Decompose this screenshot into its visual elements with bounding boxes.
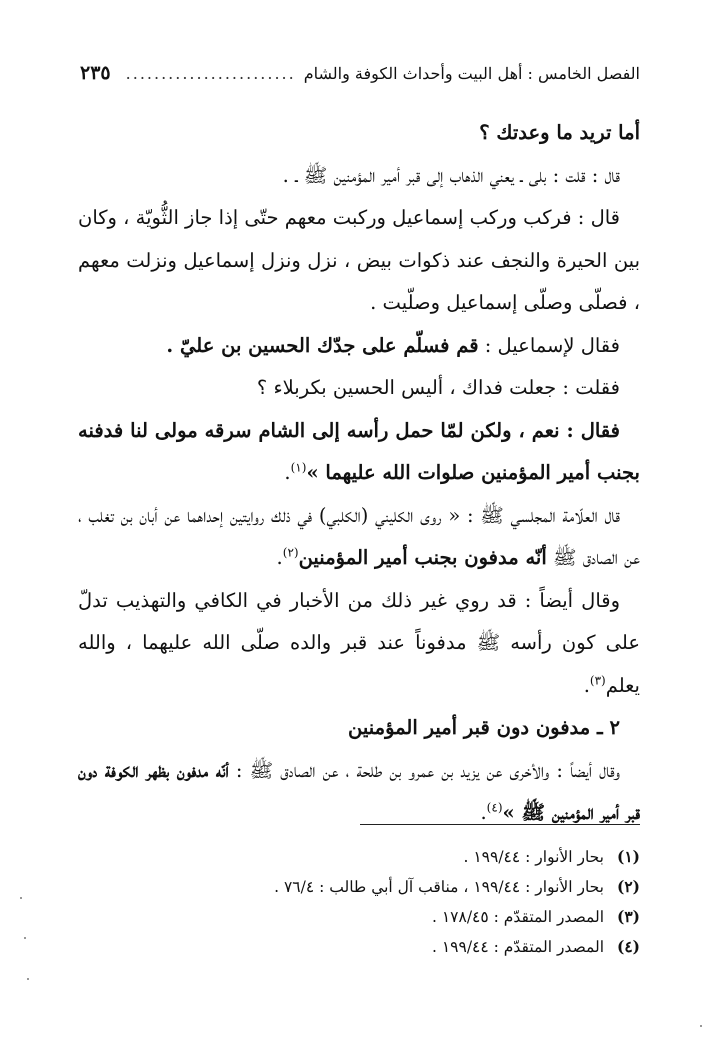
footnote-item bbox=[240, 902, 640, 932]
footnote-text: المصدر المتقدّم : ١٧٨/٤٥ . bbox=[431, 908, 604, 926]
footnote-ref[interactable]: (٢) bbox=[282, 545, 299, 560]
paragraph: قال : فركب وركب إسماعيل وركبت معهم حتّى إذا جاز الثُّويّة ، وكان بين الحيرة والنجف عند ذكوات بيض ، نزل ونزل إسماعيل ونزلت معهم ، فصلّى وصلّى إسماعيل وصلّيت . bbox=[78, 206, 640, 314]
paragraph bbox=[78, 580, 640, 708]
paragraph: أما تريد ما وعدتك ؟ bbox=[479, 121, 640, 144]
text-run: فقال لإسماعيل : bbox=[478, 333, 620, 357]
text-run: . bbox=[480, 801, 487, 824]
text-run: وقال أيضاً : والأخرى عن يزيد بن عمرو بن طلحة ، عن الصادق ﷺ : bbox=[228, 758, 620, 782]
paragraph bbox=[78, 495, 640, 580]
footnote-ref[interactable]: (١) bbox=[290, 460, 307, 475]
footnote-ref[interactable]: (٣) bbox=[589, 673, 606, 687]
footnote-item bbox=[240, 872, 640, 902]
scan-speck bbox=[27, 978, 29, 980]
text-run: وقال أيضاً : قد روي غير ذلك من الأخبار في الكافي والتهذيب تدلّ على كون رأسه ﷺ مدفوناً عند قبر والده صلّى الله عليهما ، والله يعلم bbox=[78, 588, 640, 697]
chapter-title: الفصل الخامس : أهل البيت وأحداث الكوفة والشام bbox=[303, 63, 640, 83]
scan-speck bbox=[24, 937, 26, 939]
footnotes bbox=[240, 842, 640, 962]
footnote-ref[interactable]: (٤) bbox=[486, 800, 503, 815]
footnote-text: بحار الأنوار : ١٩٩/٤٤ ، مناقب آل أبي طالب : ٧٦/٤ . bbox=[274, 878, 604, 896]
scan-speck bbox=[20, 897, 22, 899]
footnote-number: (٣) bbox=[616, 907, 640, 926]
quote-bold: أنّه مدفون بجنب أمير المؤمنين bbox=[298, 546, 547, 569]
quote-bold: قم فسلّم على جدّك الحسين بن عليّ . bbox=[166, 333, 479, 357]
paragraph bbox=[78, 410, 640, 495]
text-run: فقال : bbox=[559, 418, 620, 442]
footnote-text: بحار الأنوار : ١٩٩/٤٤ . bbox=[463, 848, 604, 866]
footnote-item bbox=[240, 842, 640, 872]
text-run: . bbox=[284, 461, 291, 484]
footnote-number: (١) bbox=[616, 847, 640, 866]
section-heading: ٢ ـ مدفون دون قبر أمير المؤمنين bbox=[348, 716, 620, 739]
paragraph bbox=[78, 325, 640, 368]
quote-bold: أنّه مدفون بظهر الكوفة دون قبر أمير المؤمنين ﷺ » bbox=[78, 758, 640, 824]
footnote-separator bbox=[360, 824, 640, 825]
paragraph: فقلت : جعلت فداك ، أليس الحسين بكربلاء ؟ bbox=[256, 376, 620, 399]
leader-dots: ........................ bbox=[125, 63, 296, 83]
page-number: ٢٣٥ bbox=[80, 62, 111, 84]
footnote-number: (٢) bbox=[616, 877, 640, 896]
footnote-number: (٤) bbox=[616, 937, 640, 956]
text-run: . bbox=[276, 546, 283, 569]
scan-speck bbox=[700, 1025, 702, 1027]
main-text bbox=[78, 112, 640, 835]
running-header bbox=[80, 58, 640, 88]
text-run: قال العلّامة المجلسي ﷺ : « روى الكليني (الكلبي) في ذلك روايتين إحداهما عن أبان بن تغلب ، عن الصادق ﷺ bbox=[78, 503, 640, 569]
footnote-item bbox=[240, 932, 640, 962]
footnote-text: المصدر المتقدّم : ١٩٩/٤٤ . bbox=[431, 938, 604, 956]
quote-bold: نعم ، ولكن لمّا حمل رأسه إلى الشام سرقه مولى لنا فدفنه بجنب أمير المؤمنين صلوات الله عليهما » bbox=[78, 418, 640, 484]
paragraph bbox=[78, 750, 640, 835]
paragraph: قال : قلت : بلى ـ يعني الذهاب إلى قبر أمير المؤمنين ﷺ ـ . bbox=[282, 163, 620, 187]
text-run: . bbox=[583, 673, 590, 697]
